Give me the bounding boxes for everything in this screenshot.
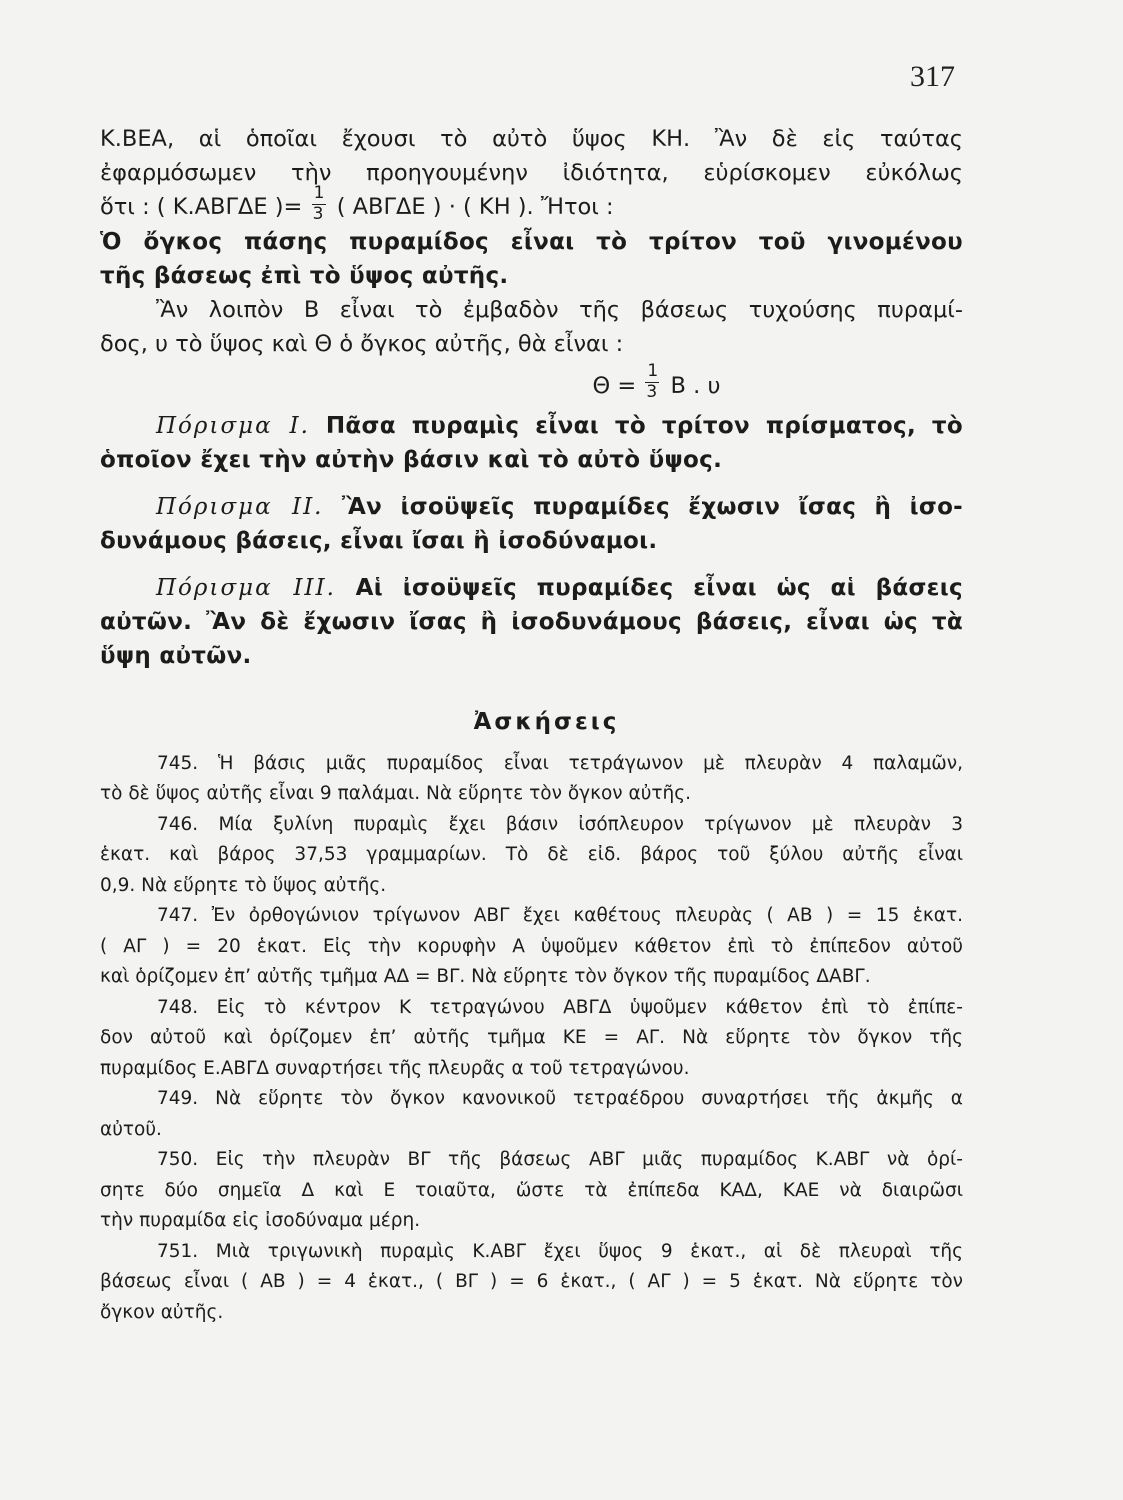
text-line: ἐφαρμόσωμεν τὴν προηγουμένην ἰδιότητα, εὑρίσκομεν εὐκόλως (100, 160, 963, 186)
porism-text: Ἂν ἰσοϋψεῖς πυραμίδες ἔχωσιν ἴσας ἢ ἰσο- (341, 493, 964, 520)
exercise-line: βάσεως εἶναι ( ΑΒ ) = 4 ἑκατ., ( ΒΓ ) = 6 ἑκατ., ( ΑΓ ) = 5 ἑκατ. Νὰ εὕρητε τὸν (100, 1271, 963, 1292)
formula-lhs: Θ = (592, 372, 637, 399)
fraction-denominator: 3 (312, 203, 324, 224)
text-line: δος, υ τὸ ὕψος καὶ Θ ὁ ὄγκος αὐτῆς, θὰ εἶναι : (100, 330, 624, 357)
exercise-number: 746. (157, 813, 199, 835)
theorem-line: Ὁ ὄγκος πάσης πυραμίδος εἶναι τὸ τρίτον τοῦ γινομένου (100, 228, 963, 255)
exercise-text: Ἡ βάσις μιᾶς πυραμίδος εἶναι τετράγωνον μὲ πλευρὰν 4 παλαμῶν, (218, 752, 964, 774)
text-line: Ἂν λοιπὸν Β εἶναι τὸ ἐμβαδὸν τῆς βάσεως τυχούσης πυραμί- (156, 296, 963, 323)
exercise-746 (100, 810, 963, 902)
exercise-line: δον αὐτοῦ καὶ ὁρίζομεν ἐπ’ αὐτῆς τμῆμα ΚΕ = ΑΓ. Νὰ εὕρητε τὸν ὄγκον τῆς (100, 1027, 963, 1048)
formula-rhs: Β . υ (670, 372, 721, 399)
exercise-line: ἑκατ. καὶ βάρος 37,53 γραμμαρίων. Τὸ δὲ εἰδ. βάρος τοῦ ξύλου αὐτῆς εἶναι (100, 844, 963, 865)
exercise-text: Εἰς τὴν πλευρὰν ΒΓ τῆς βάσεως ΑΒΓ μιᾶς πυραμίδος Κ.ΑΒΓ νὰ ὁρί- (215, 1149, 963, 1170)
porism-3-line (100, 571, 963, 605)
exercise-line: ὄγκον αὐτῆς. (100, 1301, 224, 1323)
porism-line: δυνάμους βάσεις, εἶναι ἴσαι ἢ ἰσοδύναμοι. (100, 527, 658, 554)
equation-after: ( ΑΒΓΔΕ ) · ( ΚΗ ). Ἤτοι : (336, 194, 614, 220)
exercise-line: πυραμίδος Ε.ΑΒΓΔ συναρτήσει τῆς πλευρᾶς α τοῦ τετραγώνου. (100, 1057, 690, 1079)
section-title: Ἀσκήσεις (473, 708, 620, 735)
equation-line (100, 182, 963, 225)
exercise-745 (100, 749, 963, 810)
fraction-numerator: 1 (313, 182, 325, 203)
fraction-denominator: 3 (646, 382, 658, 402)
exercise-number: 747. (157, 905, 199, 926)
exercise-number: 745. (157, 752, 199, 774)
porism-text: Αἱ ἰσοϋψεῖς πυραμίδες εἶναι ὡς αἱ βάσεις (355, 574, 963, 601)
exercise-line: σητε δύο σημεῖα Δ καὶ Ε τοιαῦτα, ὥστε τὰ ἐπίπεδα ΚΑΔ, ΚΑΕ νὰ διαιρῶσι (100, 1179, 963, 1201)
exercise-748 (100, 993, 963, 1085)
exercise-text: Νὰ εὕρητε τὸν ὄγκον κανονικοῦ τετραέδρου συναρτήσει τῆς ἀκμῆς α (215, 1088, 963, 1109)
equation-before: ὅτι : ( Κ.ΑΒΓΔΕ )= (100, 194, 303, 220)
exercise-line: τὸ δὲ ὕψος αὐτῆς εἶναι 9 παλάμαι. Νὰ εὕρητε τὸν ὄγκον αὐτῆς. (100, 783, 692, 804)
porism-line: ὁποῖον ἔχει τὴν αὐτὴν βάσιν καὶ τὸ αὐτὸ ὕψος. (100, 446, 723, 473)
exercise-line: 0,9. Νὰ εὕρητε τὸ ὕψος αὐτῆς. (100, 874, 387, 896)
exercise-line: αὐτοῦ. (100, 1118, 162, 1140)
exercise-line: τὴν πυραμίδα εἰς ἰσοδύναμα μέρη. (100, 1210, 421, 1231)
exercise-751 (100, 1237, 963, 1329)
page-body (100, 122, 963, 1328)
porism-label: Πόρισμα ΙΙΙ. (156, 574, 336, 601)
exercise-text: Μία ξυλίνη πυραμὶς ἔχει βάσιν ἰσόπλευρον τρίγωνον μὲ πλευρὰν 3 (218, 813, 963, 835)
exercise-number: 750. (157, 1149, 199, 1170)
exercise-text: Ἐν ὀρθογώνιον τρίγωνον ΑΒΓ ἔχει καθέτους πλευρὰς ( ΑΒ ) = 15 ἑκατ. (211, 905, 963, 926)
exercise-number: 751. (157, 1240, 199, 1262)
text-line: Κ.ΒΕΑ, αἱ ὁποῖαι ἔχουσι τὸ αὐτὸ ὕψος ΚΗ. Ἂν δὲ εἰς ταύτας (100, 126, 963, 152)
fraction-one-third (643, 361, 663, 403)
exercise-text: Μιὰ τριγωνικὴ πυραμὶς Κ.ΑΒΓ ἔχει ὕψος 9 ἑκατ., αἱ δὲ πλευραὶ τῆς (215, 1240, 963, 1262)
page-number: 317 (910, 60, 955, 93)
porism-label: Πόρισμα Ι. (156, 412, 310, 439)
exercise-line: ( ΑΓ ) = 20 ἑκατ. Εἰς τὴν κορυφὴν Α ὑψοῦμεν κάθετον ἐπὶ τὸ ἐπίπεδον αὐτοῦ (100, 935, 963, 957)
exercise-750 (100, 1145, 963, 1237)
porism-1-line (100, 409, 963, 443)
porism-line: αὐτῶν. Ἂν δὲ ἔχωσιν ἴσας ἢ ἰσοδυνάμους βάσεις, εἶναι ὡς τὰ (100, 608, 963, 635)
fraction-one-third (310, 182, 330, 225)
fraction-numerator: 1 (647, 361, 659, 381)
exercise-number: 748. (157, 996, 199, 1018)
exercise-747 (100, 901, 963, 993)
porism-text: Πᾶσα πυραμὶς εἶναι τὸ τρίτον πρίσματος, τὸ (325, 412, 963, 439)
theorem-line: τῆς βάσεως ἐπὶ τὸ ὕψος αὐτῆς. (100, 262, 509, 289)
exercise-text: Εἰς τὸ κέντρον Κ τετραγώνου ΑΒΓΔ ὑψοῦμεν κάθετον ἐπὶ τὸ ἐπίπε- (216, 996, 963, 1018)
porism-line: ὕψη αὐτῶν. (100, 642, 252, 669)
porism-2-line (100, 490, 963, 524)
exercise-number: 749. (157, 1088, 199, 1109)
exercise-line: καὶ ὁρίζομεν ἐπ’ αὐτῆς τμῆμα ΑΔ = ΒΓ. Νὰ εὕρητε τὸν ὄγκον τῆς πυραμίδος ΔΑΒΓ. (100, 966, 871, 987)
porism-label: Πόρισμα ΙΙ. (156, 493, 324, 520)
exercise-749 (100, 1084, 963, 1145)
volume-formula (100, 361, 963, 409)
